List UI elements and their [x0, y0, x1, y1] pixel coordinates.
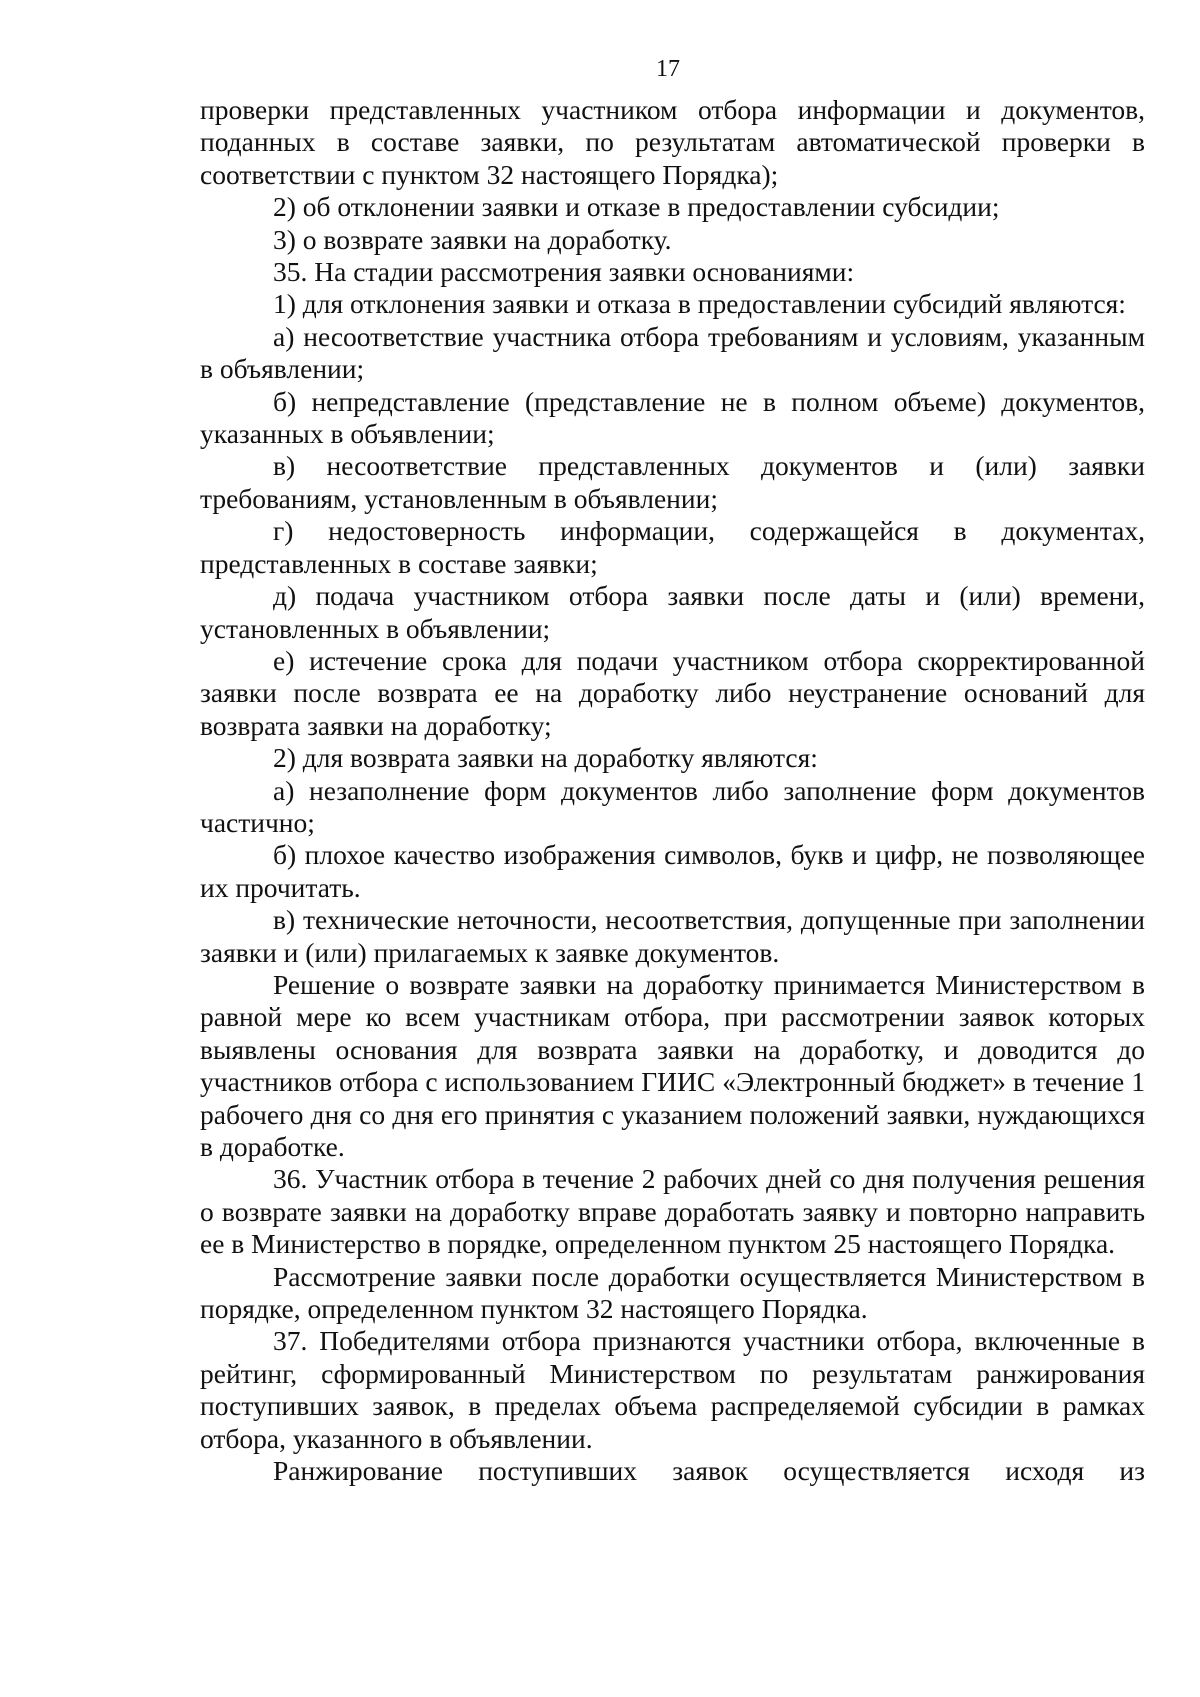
paragraph: 35. На стадии рассмотрения заявки основаниями:	[273, 256, 855, 288]
document-body	[200, 94, 1145, 1487]
paragraph: 1) для отклонения заявки и отказа в предоставлении субсидий являются:	[273, 288, 1126, 320]
paragraph: е) истечение срока для подачи участником отбора скорректированной заявки после возврата ее на доработку либо неустранение оснований для возврата заявки на доработку;	[200, 644, 1145, 741]
paragraph: б) непредставление (представление не в полном объеме) документов, указанных в объявлении;	[200, 385, 1145, 450]
paragraph: проверки представленных участником отбора информации и документов, поданных в составе заявки, по результатам автоматической проверки в соответствии с пунктом 32 настоящего Порядка);	[200, 94, 1145, 190]
paragraph: Ранжирование поступивших заявок осуществляется исходя из	[273, 1455, 1145, 1487]
page-number: 17	[656, 56, 680, 82]
paragraph: б) плохое качество изображения символов, букв и цифр, не позволяющее их прочитать.	[200, 839, 1145, 903]
paragraph: г) недостоверность информации, содержащейся в документах, представленных в составе заявки;	[200, 515, 1145, 579]
paragraph: в) несоответствие представленных документов и (или) заявки требованиям, установленным в объявлении;	[200, 450, 1145, 514]
paragraph: а) незаполнение форм документов либо заполнение форм документов частично;	[200, 774, 1145, 838]
paragraph: 2) об отклонении заявки и отказе в предоставлении субсидии;	[273, 191, 1000, 223]
paragraph: 37. Победителями отбора признаются участники отбора, включенные в рейтинг, сформированный Министерством по результатам ранжирования поступивших заявок, в пределах объема распределяемой субсидии в рамках отбора, указанного в объявлении.	[200, 1325, 1145, 1454]
paragraph: д) подача участником отбора заявки после даты и (или) времени, установленных в объявлении;	[200, 580, 1145, 644]
paragraph: 3) о возврате заявки на доработку.	[273, 223, 672, 255]
paragraph: Рассмотрение заявки после доработки осуществляется Министерством в порядке, определенном пунктом 32 настоящего Порядка.	[200, 1260, 1145, 1325]
paragraph: 36. Участник отбора в течение 2 рабочих дней со дня получения решения о возврате заявки на доработку вправе доработать заявку и повторно направить ее в Министерство в порядке, определенном пунктом 25 настоящего Порядка.	[200, 1163, 1145, 1260]
paragraph: в) технические неточности, несоответствия, допущенные при заполнении заявки и (или) прилагаемых к заявке документов.	[200, 904, 1145, 968]
paragraph: 2) для возврата заявки на доработку являются:	[273, 742, 818, 774]
paragraph: Решение о возврате заявки на доработку принимается Министерством в равной мере ко всем участникам отбора, при рассмотрении заявок которых выявлены основания для возврата заявки на доработку, и доводится до участников отбора с использованием ГИИС «Электронный бюджет» в течение 1 рабочего дня со дня его принятия с указанием положений заявки, нуждающихся в доработке.	[200, 968, 1145, 1162]
paragraph: а) несоответствие участника отбора требованиям и условиям, указанным в объявлении;	[200, 320, 1145, 385]
